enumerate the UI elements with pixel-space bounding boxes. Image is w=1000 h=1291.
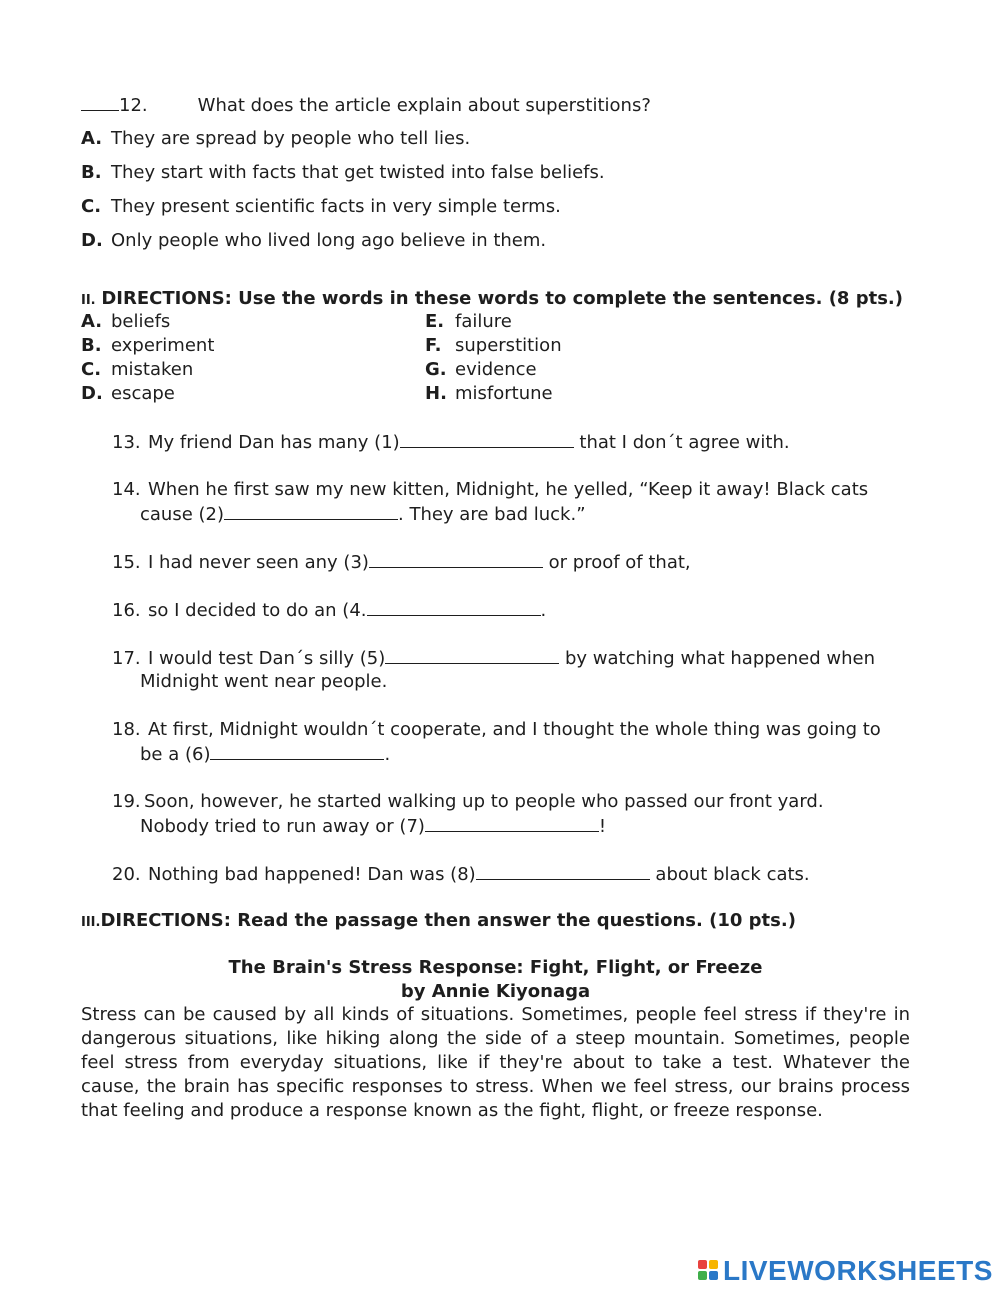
word-bank-item: D. escape xyxy=(81,383,175,404)
passage-author: by Annie Kiyonaga xyxy=(400,981,591,1002)
answer-blank-7[interactable] xyxy=(425,814,599,832)
word-bank-item: B. experiment xyxy=(81,335,215,356)
answer-blank-1[interactable] xyxy=(400,430,574,448)
word-bank-item: F. superstition xyxy=(425,335,562,356)
passage-title: The Brain's Stress Response: Fight, Flight, or Freeze xyxy=(228,957,763,978)
word-bank-item: E. failure xyxy=(425,311,512,332)
sentence-18-cont: be a (6) . xyxy=(140,744,391,765)
question-12-text: What does the article explain about superstitions? xyxy=(197,95,651,116)
logo-blocks-icon xyxy=(698,1260,720,1282)
sentence-19-cont: Nobody tried to run away or (7) ! xyxy=(140,816,607,837)
sentence-17-cont: Midnight went near people. xyxy=(140,671,388,692)
word-bank-item: C. mistaken xyxy=(81,359,194,380)
answer-blank-4[interactable] xyxy=(367,598,541,616)
answer-blank-12[interactable] xyxy=(81,93,119,111)
word-bank-item: A. beliefs xyxy=(81,311,171,332)
option-a: A. They are spread by people who tell lies. xyxy=(81,128,471,149)
sentence-20: 20. Nothing bad happened! Dan was (8) about black cats. xyxy=(112,864,810,885)
question-12: 12. What does the article explain about superstitions? xyxy=(81,93,651,118)
option-b: B. They start with facts that get twisted into false beliefs. xyxy=(81,162,605,183)
option-d: D. Only people who lived long ago believe in them. xyxy=(81,230,547,251)
sentence-13: 13. My friend Dan has many (1) that I don´t agree with. xyxy=(112,432,790,453)
logo-text: LIVEWORKSHEETS xyxy=(723,1255,993,1286)
answer-blank-6[interactable] xyxy=(210,742,384,760)
word-bank-item: H. misfortune xyxy=(425,383,553,404)
sentence-14-cont: cause (2) . They are bad luck.” xyxy=(140,504,586,525)
answer-blank-2[interactable] xyxy=(224,502,398,520)
word-bank-item: G. evidence xyxy=(425,359,537,380)
sentence-15: 15. I had never seen any (3) or proof of that, xyxy=(112,552,691,573)
option-c: C. They present scientific facts in very simple terms. xyxy=(81,196,561,217)
sentence-16: 16. so I decided to do an (4. . xyxy=(112,600,547,621)
sentence-14: 14. When he first saw my new kitten, Midnight, he yelled, “Keep it away! Black cats xyxy=(112,479,869,500)
passage-text: Stress can be caused by all kinds of situations. Sometimes, people feel stress if they're in dangerous situations, like hiking along the side of a steep mountain. Sometimes, people feel stress from everyday situations, like if they're about to take a test. Whatever the cause, the brain has specific responses to stress. When we feel stress, our brains process that feeling and produce a response known as the fight, flight, or freeze response. xyxy=(81,1004,910,1121)
sentence-18: 18. At first, Midnight wouldn´t cooperate, and I thought the whole thing was going to xyxy=(112,719,881,740)
answer-blank-5[interactable] xyxy=(385,646,559,664)
section-3-directions: III.DIRECTIONS: Read the passage then answer the questions. (10 pts.) xyxy=(81,910,796,931)
sentence-19: 19. Soon, however, he started walking up to people who passed our front yard. xyxy=(112,791,824,812)
answer-blank-3[interactable] xyxy=(369,550,543,568)
answer-blank-8[interactable] xyxy=(476,862,650,880)
section-2-directions: II. DIRECTIONS: Use the words in these words to complete the sentences. (8 pts.) xyxy=(81,288,903,309)
sentence-17: 17. I would test Dan´s silly (5) by watching what happened when xyxy=(112,648,876,669)
